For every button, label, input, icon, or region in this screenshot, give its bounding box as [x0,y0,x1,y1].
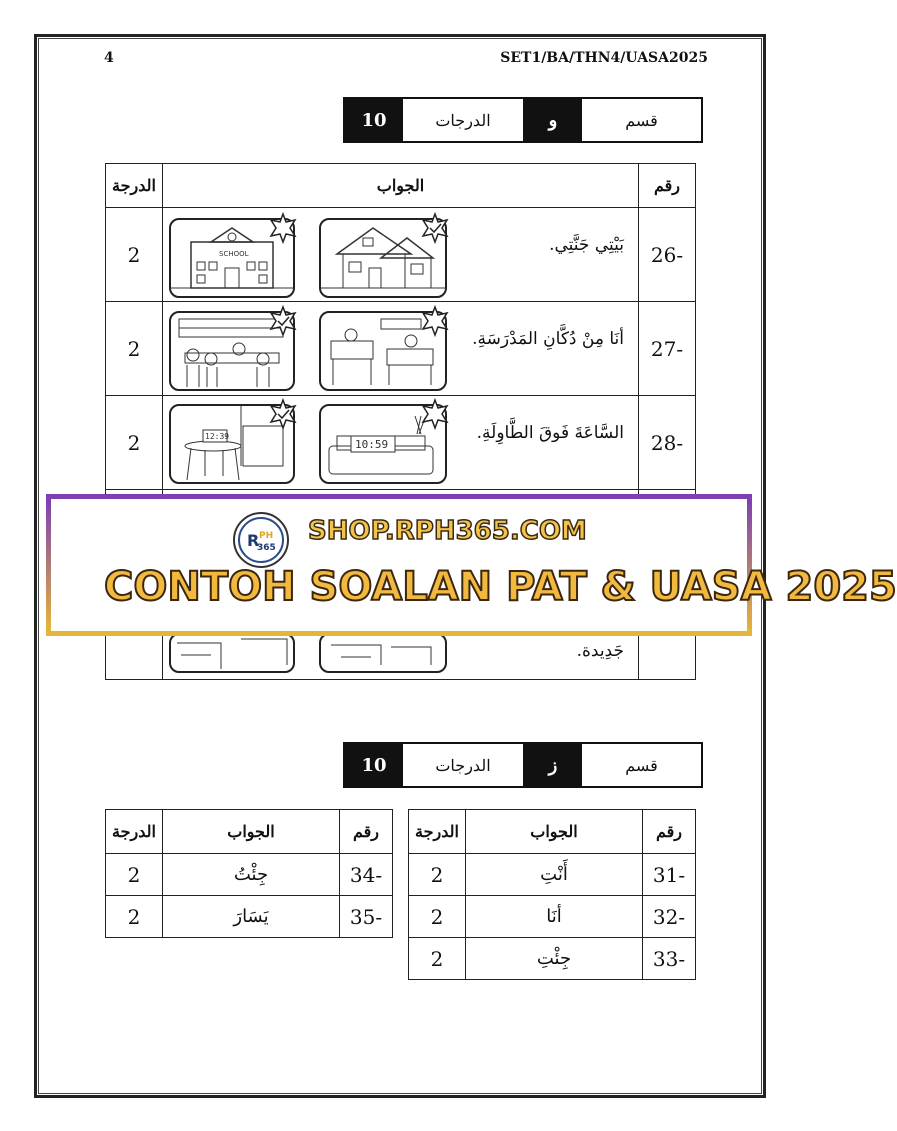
clock-display: 12:39 [205,432,230,441]
row-answer: يَسَارَ [163,896,340,938]
page-number: 4 [104,50,114,66]
room-picture[interactable] [319,633,447,673]
row-num: 28- [639,396,696,490]
svg-text:365: 365 [257,543,276,553]
star-checkbox-icon[interactable] [420,399,450,429]
school-sign: SCHOOL [219,250,249,258]
row-answer: جِئْتُ [163,854,340,896]
header-answer: الجواب [163,164,639,208]
header-answer: الجواب [466,810,643,854]
row-question: السَّاعَةَ فَوقَ الطَّاوِلَةِ. [163,396,639,490]
marks-label: الدرجات [403,99,524,141]
row-question: بَيْتِي جَنَّتِي. [163,208,639,302]
header-answer: الجواب [163,810,340,854]
row-mark: 2 [106,896,163,938]
star-checked-icon[interactable] [268,399,298,429]
banner-title: CONTOH SOALAN PAT & UASA 2025 [104,564,897,610]
row-question: أنَا مِنْ دُكَّانِ المَدْرَسَةِ. [163,302,639,396]
answer-table-left [105,809,393,938]
row-num: 35- [340,896,393,938]
section-label: قسم [625,755,658,775]
table-row [409,938,696,980]
star-checked-icon[interactable] [420,213,450,243]
svg-text:R: R [247,531,260,550]
table-row [409,896,696,938]
marks-label: الدرجات [403,744,524,786]
row-mark: 2 [409,896,466,938]
header-num: رقم [639,164,696,208]
answer-table-right [408,809,696,980]
row-num: 27- [639,302,696,396]
row-num: 31- [643,854,696,896]
exam-code: SET1/BA/THN4/UASA2025 [500,50,708,66]
row-answer: أَنْتِ [466,854,643,896]
header-mark: الدرجة [409,810,466,854]
row-mark: 2 [106,854,163,896]
star-checkbox-icon[interactable] [268,213,298,243]
section-label: قسم [625,110,658,130]
header-num: رقم [643,810,696,854]
star-checkbox-icon[interactable] [420,306,450,336]
section-letter: ز [524,744,582,786]
rph365-logo [233,512,289,568]
room-picture[interactable] [169,633,295,673]
header-mark: الدرجة [106,810,163,854]
row-mark: 2 [409,854,466,896]
shop-url[interactable]: SHOP.RPH365.COM [308,516,587,546]
row-answer: جِئْتِ [466,938,643,980]
section-zay-header [343,742,703,788]
row-mark: 2 [106,208,163,302]
table-row [409,854,696,896]
section-marks: 10 [345,744,403,786]
table-row [106,896,393,938]
row-num: 33- [643,938,696,980]
row-num: 26- [639,208,696,302]
header-mark: الدرجة [106,164,163,208]
row-mark: 2 [106,302,163,396]
clock-display: 10:59 [355,438,389,451]
row-answer: أنَا [466,896,643,938]
row-question: جَدِيدة. [163,490,639,680]
row-num: 34- [340,854,393,896]
star-checked-icon[interactable] [268,306,298,336]
header-num: رقم [340,810,393,854]
section-marks: 10 [345,99,403,141]
svg-text:PH: PH [259,531,274,541]
row-mark: 2 [106,396,163,490]
table-row [106,854,393,896]
row-mark: 2 [409,938,466,980]
row-num: 32- [643,896,696,938]
section-waw-header [343,97,703,143]
section-letter: و [524,99,582,141]
